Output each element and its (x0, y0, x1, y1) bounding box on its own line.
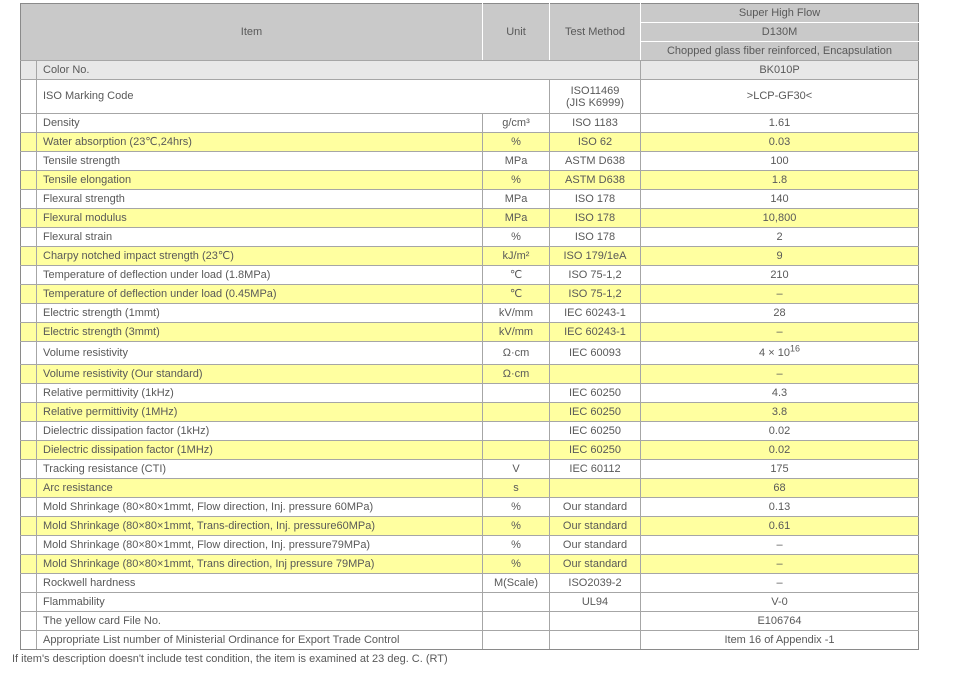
header-grade-code: D130M (641, 23, 919, 42)
unit-cell: % (483, 517, 550, 536)
table-row (21, 460, 919, 479)
table-row (21, 422, 919, 441)
item-cell: Water absorption (23℃,24hrs) (37, 133, 483, 152)
value-cell: – (641, 323, 919, 342)
row-indent-cell (21, 479, 37, 498)
footnote: If item's description doesn't include test condition, the item is examined at 23 deg. C. (RT) (12, 653, 448, 665)
unit-cell: s (483, 479, 550, 498)
table-row (21, 342, 919, 365)
table-row (21, 555, 919, 574)
value-cell: 0.02 (641, 422, 919, 441)
table-row (21, 384, 919, 403)
header-test-method: Test Method (550, 4, 641, 61)
test-method-line: ISO11469 (570, 84, 620, 97)
item-cell: Temperature of deflection under load (1.8MPa) (37, 266, 483, 285)
test-method-cell: Our standard (550, 498, 641, 517)
item-cell: Flexural strain (37, 228, 483, 247)
test-method-cell (550, 80, 641, 114)
test-method-cell: Our standard (550, 536, 641, 555)
unit-cell: % (483, 555, 550, 574)
table-row (21, 441, 919, 460)
item-cell: Volume resistivity (Our standard) (37, 365, 483, 384)
unit-cell: MPa (483, 190, 550, 209)
table-row (21, 631, 919, 650)
item-cell: Flexural modulus (37, 209, 483, 228)
value-cell: – (641, 555, 919, 574)
table-row (21, 209, 919, 228)
row-indent-cell (21, 114, 37, 133)
unit-cell: Ω·cm (483, 342, 550, 365)
row-indent-cell (21, 266, 37, 285)
unit-cell: ℃ (483, 285, 550, 304)
unit-cell (483, 441, 550, 460)
value-cell: – (641, 536, 919, 555)
test-method-cell: ASTM D638 (550, 152, 641, 171)
value-cell: 9 (641, 247, 919, 266)
item-cell: Flexural strength (37, 190, 483, 209)
row-indent-cell (21, 574, 37, 593)
row-indent-cell (21, 342, 37, 365)
test-method-cell (550, 631, 641, 650)
item-cell: Electric strength (3mmt) (37, 323, 483, 342)
test-method-cell: IEC 60112 (550, 460, 641, 479)
item-cell: Tracking resistance (CTI) (37, 460, 483, 479)
table-row (21, 171, 919, 190)
row-indent-cell (21, 631, 37, 650)
row-indent-cell (21, 612, 37, 631)
table-row (21, 323, 919, 342)
value-cell: 2 (641, 228, 919, 247)
iso-marking-row (21, 80, 919, 114)
item-cell: Color No. (37, 61, 641, 80)
value-cell: 100 (641, 152, 919, 171)
unit-cell (483, 384, 550, 403)
unit-cell: g/cm³ (483, 114, 550, 133)
row-indent-cell (21, 365, 37, 384)
header-item: Item (21, 4, 483, 61)
value-cell: 10,800 (641, 209, 919, 228)
row-indent-cell (21, 228, 37, 247)
value-cell: 3.8 (641, 403, 919, 422)
value-cell: 68 (641, 479, 919, 498)
value-cell: 0.03 (641, 133, 919, 152)
row-indent-cell (21, 133, 37, 152)
table-row (21, 304, 919, 323)
unit-cell: % (483, 171, 550, 190)
row-indent-cell (21, 61, 37, 80)
value-cell: 4.3 (641, 384, 919, 403)
row-indent-cell (21, 441, 37, 460)
item-cell: Mold Shrinkage (80×80×1mmt, Trans direction, Inj pressure 79MPa) (37, 555, 483, 574)
table-row (21, 593, 919, 612)
test-method-cell: IEC 60250 (550, 384, 641, 403)
item-cell: Charpy notched impact strength (23℃) (37, 247, 483, 266)
value-cell: E106764 (641, 612, 919, 631)
table-row (21, 517, 919, 536)
value-cell: >LCP-GF30< (641, 80, 919, 114)
value-cell: – (641, 574, 919, 593)
row-indent-cell (21, 190, 37, 209)
item-cell: ISO Marking Code (37, 80, 550, 114)
test-method-cell: IEC 60250 (550, 403, 641, 422)
item-cell: Temperature of deflection under load (0.45MPa) (37, 285, 483, 304)
value-cell: 0.61 (641, 517, 919, 536)
row-indent-cell (21, 536, 37, 555)
item-cell: Volume resistivity (37, 342, 483, 365)
header-unit: Unit (483, 4, 550, 61)
row-indent-cell (21, 209, 37, 228)
item-cell: Density (37, 114, 483, 133)
row-indent-cell (21, 285, 37, 304)
row-indent-cell (21, 247, 37, 266)
item-cell: Mold Shrinkage (80×80×1mmt, Flow direction, Inj. pressure79MPa) (37, 536, 483, 555)
row-indent-cell (21, 152, 37, 171)
value-cell: 28 (641, 304, 919, 323)
test-method-cell: IEC 60243-1 (550, 304, 641, 323)
value-cell: 0.13 (641, 498, 919, 517)
unit-cell: % (483, 536, 550, 555)
header-row-1 (21, 4, 919, 23)
value-cell: 140 (641, 190, 919, 209)
unit-cell: Ω·cm (483, 365, 550, 384)
unit-cell: % (483, 133, 550, 152)
table-row (21, 536, 919, 555)
row-indent-cell (21, 555, 37, 574)
row-indent-cell (21, 422, 37, 441)
item-cell: Dielectric dissipation factor (1MHz) (37, 441, 483, 460)
test-method-cell: ISO 75-1,2 (550, 285, 641, 304)
value-cell: 1.61 (641, 114, 919, 133)
value-cell: 0.02 (641, 441, 919, 460)
unit-cell: V (483, 460, 550, 479)
test-method-cell: ISO 1183 (550, 114, 641, 133)
value-exponent: 16 (789, 342, 800, 353)
test-method-cell: ISO 178 (550, 228, 641, 247)
table-row (21, 266, 919, 285)
header-grade-name: Super High Flow (641, 4, 919, 23)
item-cell: Arc resistance (37, 479, 483, 498)
test-method-cell (550, 612, 641, 631)
test-method-cell: IEC 60250 (550, 441, 641, 460)
row-indent-cell (21, 384, 37, 403)
test-method-cell (550, 479, 641, 498)
value-cell: Item 16 of Appendix -1 (641, 631, 919, 650)
unit-cell (483, 422, 550, 441)
item-cell: Relative permittivity (1MHz) (37, 403, 483, 422)
value-cell: 210 (641, 266, 919, 285)
table-row (21, 574, 919, 593)
table-row (21, 498, 919, 517)
unit-cell: kV/mm (483, 323, 550, 342)
table-row (21, 133, 919, 152)
table-header (21, 4, 919, 61)
table-row (21, 190, 919, 209)
unit-cell: % (483, 228, 550, 247)
unit-cell: kV/mm (483, 304, 550, 323)
properties-table (20, 3, 919, 650)
item-cell: Tensile elongation (37, 171, 483, 190)
value-cell: – (641, 365, 919, 384)
test-method-cell: ISO 62 (550, 133, 641, 152)
row-indent-cell (21, 323, 37, 342)
test-method-cell: IEC 60093 (550, 342, 641, 365)
table-row (21, 152, 919, 171)
test-method-cell: IEC 60250 (550, 422, 641, 441)
value-cell: V-0 (641, 593, 919, 612)
table-row (21, 228, 919, 247)
value-cell: BK010P (641, 61, 919, 80)
unit-cell (483, 612, 550, 631)
item-cell: Relative permittivity (1kHz) (37, 384, 483, 403)
test-method-cell: Our standard (550, 555, 641, 574)
row-indent-cell (21, 517, 37, 536)
table-row (21, 612, 919, 631)
value-cell: 175 (641, 460, 919, 479)
test-method-cell: Our standard (550, 517, 641, 536)
item-cell: Dielectric dissipation factor (1kHz) (37, 422, 483, 441)
row-indent-cell (21, 593, 37, 612)
unit-cell: M(Scale) (483, 574, 550, 593)
item-cell: The yellow card File No. (37, 612, 483, 631)
row-indent-cell (21, 304, 37, 323)
table-body (21, 61, 919, 650)
test-method-cell: IEC 60243-1 (550, 323, 641, 342)
row-indent-cell (21, 460, 37, 479)
unit-cell (483, 593, 550, 612)
item-cell: Flammability (37, 593, 483, 612)
test-method-cell: ISO 179/1eA (550, 247, 641, 266)
unit-cell: kJ/m² (483, 247, 550, 266)
value-cell (641, 342, 919, 365)
value-cell: 1.8 (641, 171, 919, 190)
value-base: 4 × 10 (759, 346, 790, 359)
table-row (21, 285, 919, 304)
test-method-line: (JIS K6999) (565, 96, 625, 109)
row-indent-cell (21, 498, 37, 517)
header-grade-description: Chopped glass fiber reinforced, Encapsulation (641, 42, 919, 61)
item-cell: Mold Shrinkage (80×80×1mmt, Flow direction, Inj. pressure 60MPa) (37, 498, 483, 517)
test-method-cell: ISO 75-1,2 (550, 266, 641, 285)
table-row (21, 114, 919, 133)
row-indent-cell (21, 171, 37, 190)
unit-cell (483, 403, 550, 422)
test-method-cell (550, 365, 641, 384)
row-indent-cell (21, 80, 37, 114)
item-cell: Electric strength (1mmt) (37, 304, 483, 323)
test-method-cell: UL94 (550, 593, 641, 612)
test-method-cell: ISO 178 (550, 190, 641, 209)
unit-cell: MPa (483, 152, 550, 171)
item-cell: Appropriate List number of Ministerial Ordinance for Export Trade Control (37, 631, 483, 650)
table-row (21, 365, 919, 384)
unit-cell (483, 631, 550, 650)
item-cell: Tensile strength (37, 152, 483, 171)
unit-cell: % (483, 498, 550, 517)
table-row (21, 247, 919, 266)
table-row (21, 479, 919, 498)
item-cell: Mold Shrinkage (80×80×1mmt, Trans-direction, Inj. pressure60MPa) (37, 517, 483, 536)
unit-cell: MPa (483, 209, 550, 228)
color-no-row (21, 61, 919, 80)
table-row (21, 403, 919, 422)
unit-cell: ℃ (483, 266, 550, 285)
row-indent-cell (21, 403, 37, 422)
test-method-cell: ISO 178 (550, 209, 641, 228)
test-method-cell: ISO2039-2 (550, 574, 641, 593)
test-method-cell: ASTM D638 (550, 171, 641, 190)
item-cell: Rockwell hardness (37, 574, 483, 593)
value-cell: – (641, 285, 919, 304)
